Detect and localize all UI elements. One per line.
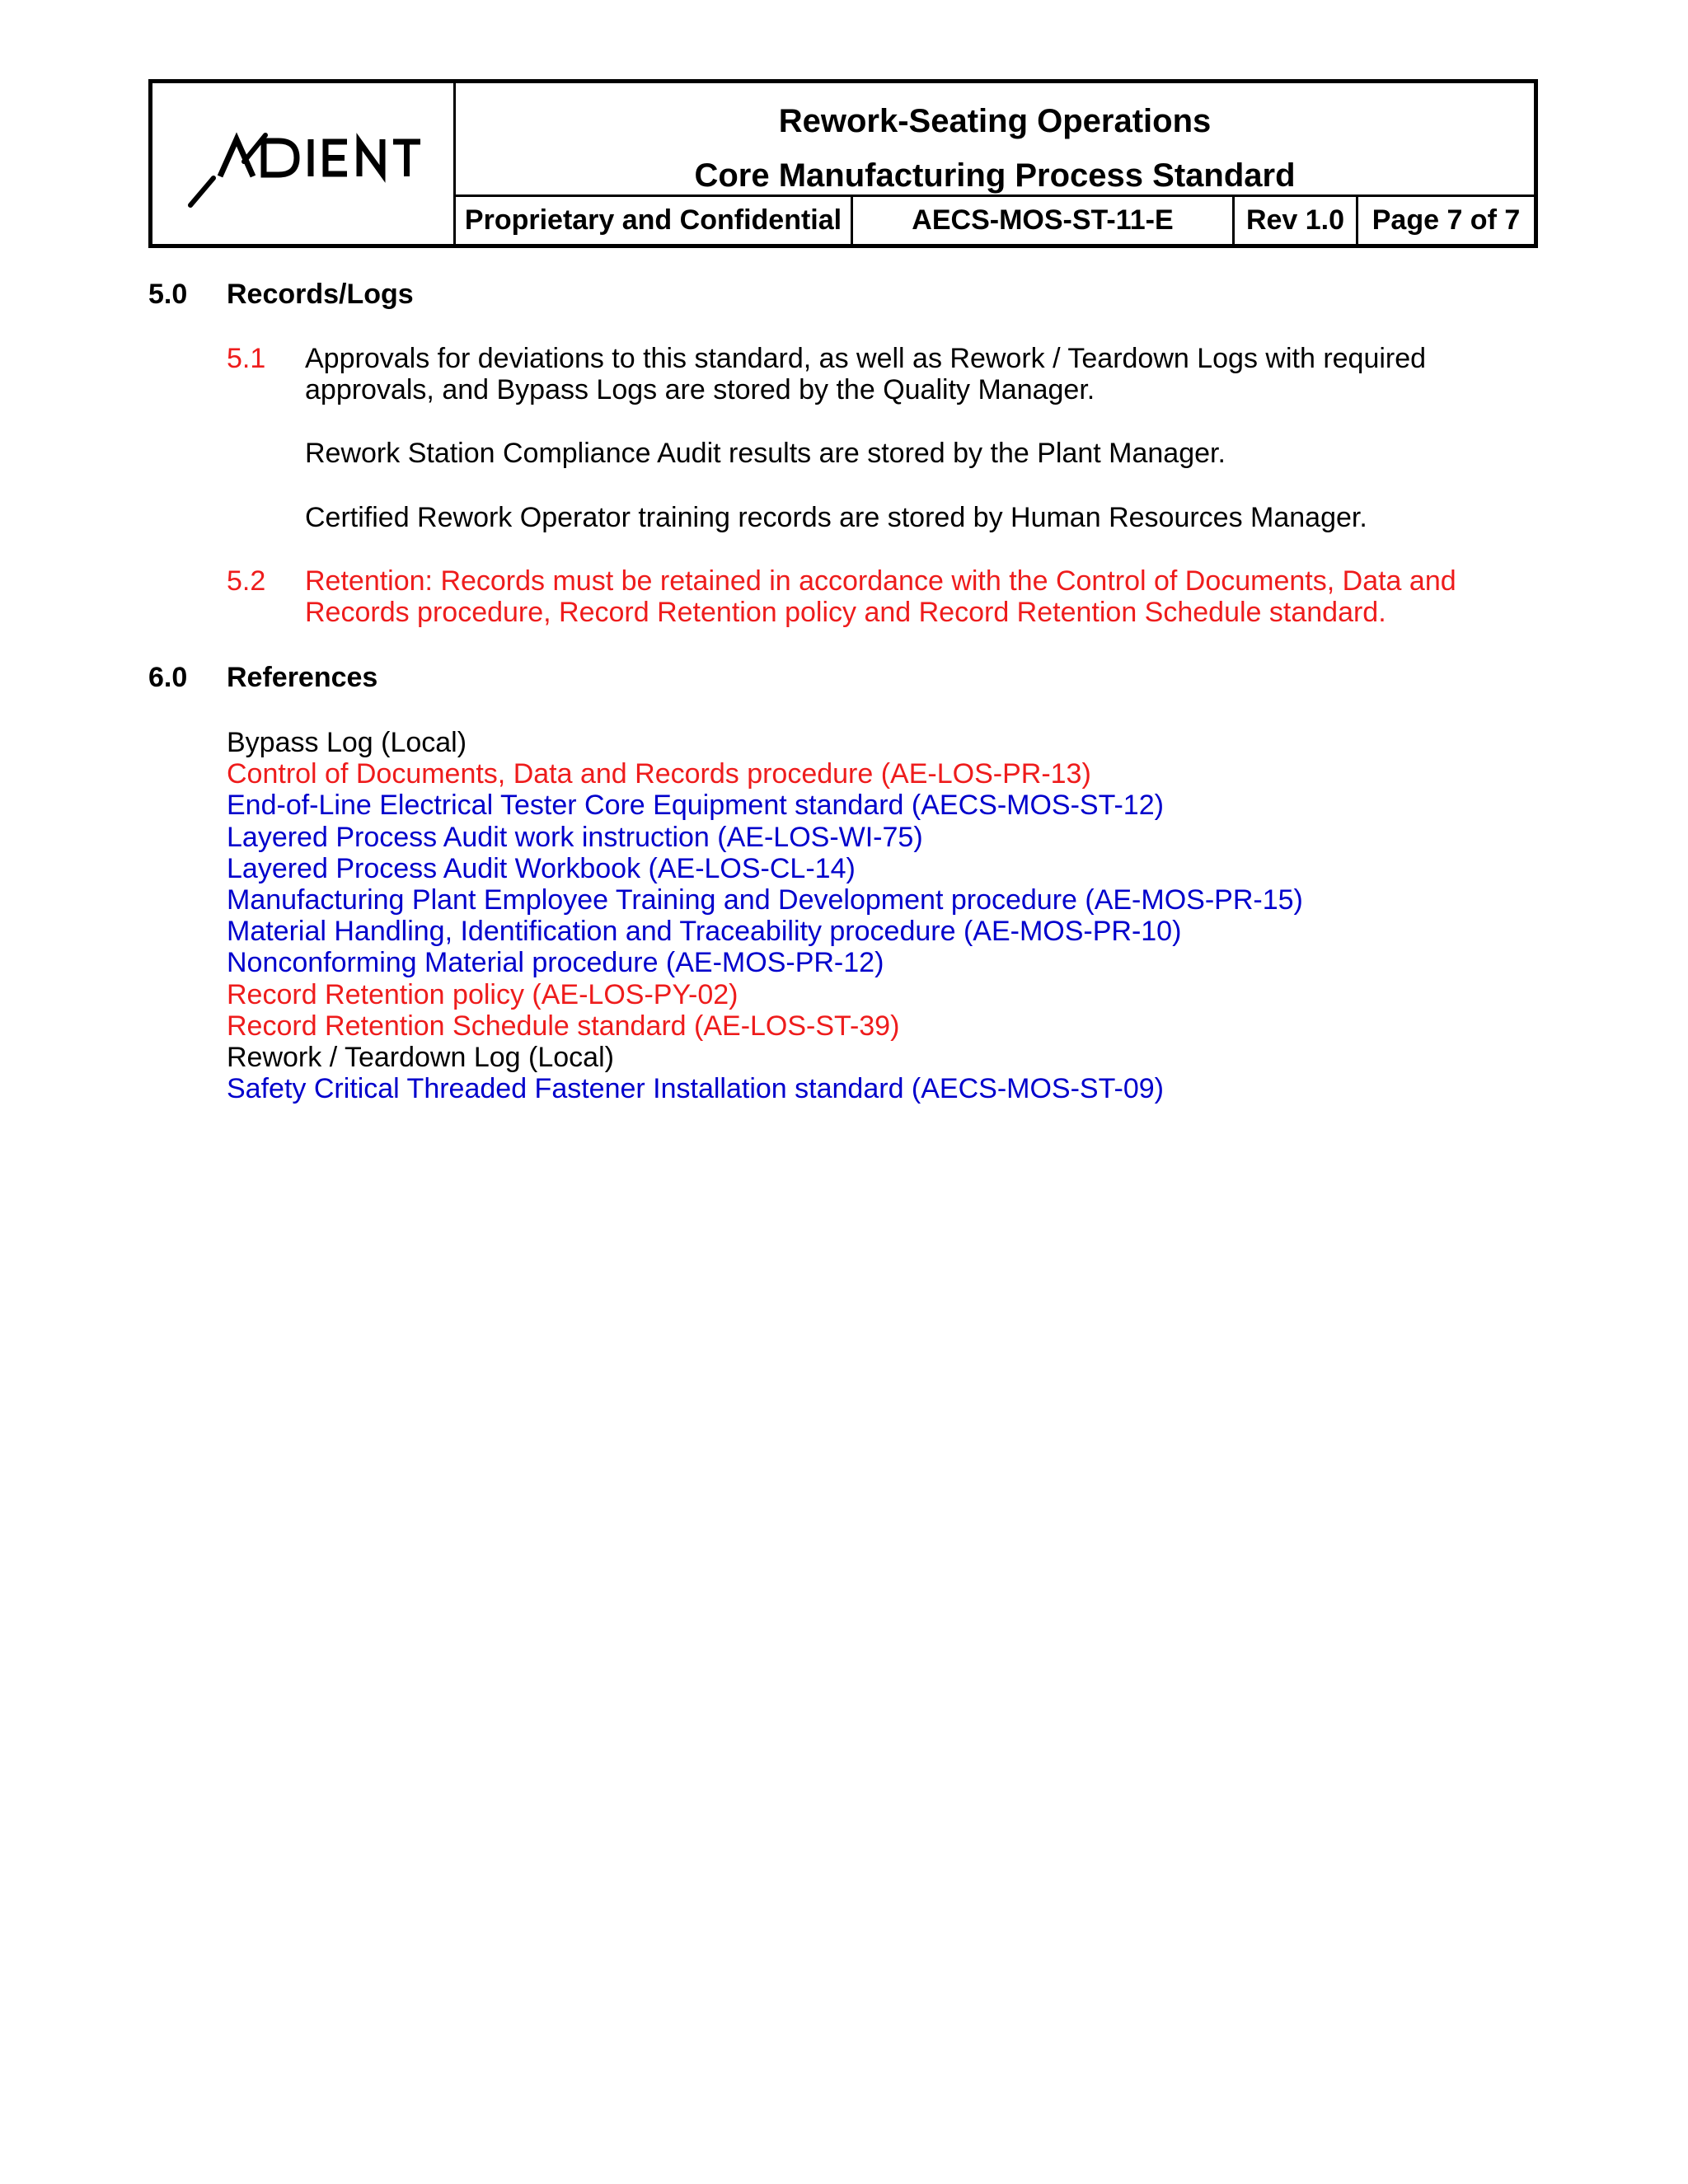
subsection-number: 5.2 bbox=[227, 565, 266, 597]
section-title: Records/Logs bbox=[227, 279, 414, 310]
subsection-number: 5.1 bbox=[227, 343, 266, 374]
title-block bbox=[456, 83, 1534, 197]
reference-item[interactable]: Material Handling, Identification and Traceability procedure (AE-MOS-PR-10) bbox=[227, 916, 1182, 948]
reference-item[interactable]: Record Retention policy (AE-LOS-PY-02) bbox=[227, 978, 738, 1010]
subsection-text: Approvals for deviations to this standard, as well as Rework / Teardown Logs with required approvals, and Bypass Logs are stored by the Quality Manager. bbox=[305, 343, 1427, 405]
reference-item[interactable]: Nonconforming Material procedure (AE-MOS-PR-12) bbox=[227, 947, 884, 979]
references-list bbox=[227, 727, 1303, 1104]
header-info-row bbox=[456, 197, 1534, 244]
revision-label: Rev 1.0 bbox=[1235, 197, 1358, 244]
logo-cell bbox=[152, 83, 456, 244]
document-header bbox=[148, 79, 1538, 248]
confidentiality-label: Proprietary and Confidential bbox=[456, 197, 853, 244]
reference-item: Bypass Log (Local) bbox=[227, 727, 467, 758]
page-number: Page 7 of 7 bbox=[1372, 204, 1521, 236]
reference-item[interactable]: Record Retention Schedule standard (AE-LOS-ST-39) bbox=[227, 1010, 900, 1042]
reference-item[interactable]: Layered Process Audit Workbook (AE-LOS-CL-14) bbox=[227, 852, 856, 884]
paragraph-training-records: Certified Rework Operator training records are stored by Human Resources Manager. bbox=[305, 502, 1367, 533]
reference-item: Rework / Teardown Log (Local) bbox=[227, 1042, 614, 1074]
document-title: Rework-Seating Operations bbox=[778, 103, 1212, 139]
subsection-text: Retention: Records must be retained in accordance with the Control of Documents, Data and Records procedure, Record Retention policy and Record Retention Schedule standard. bbox=[305, 565, 1456, 628]
adient-logo bbox=[185, 112, 424, 215]
reference-item[interactable]: Control of Documents, Data and Records procedure (AE-LOS-PR-13) bbox=[227, 758, 1091, 790]
document-subtitle: Core Manufacturing Process Standard bbox=[694, 157, 1296, 194]
paragraph-compliance-audit: Rework Station Compliance Audit results are stored by the Plant Manager. bbox=[305, 438, 1226, 469]
reference-item[interactable]: End-of-Line Electrical Tester Core Equipment standard (AECS-MOS-ST-12) bbox=[227, 790, 1164, 822]
reference-item[interactable]: Layered Process Audit work instruction (AE-LOS-WI-75) bbox=[227, 821, 923, 853]
reference-item[interactable]: Manufacturing Plant Employee Training and Development procedure (AE-MOS-PR-15) bbox=[227, 884, 1303, 916]
reference-item[interactable]: Safety Critical Threaded Fastener Installation standard (AECS-MOS-ST-09) bbox=[227, 1073, 1164, 1105]
section-number: 6.0 bbox=[148, 662, 188, 693]
section-title: References bbox=[227, 662, 378, 693]
document-number: AECS-MOS-ST-11-E bbox=[853, 197, 1235, 244]
section-number: 5.0 bbox=[148, 279, 188, 310]
